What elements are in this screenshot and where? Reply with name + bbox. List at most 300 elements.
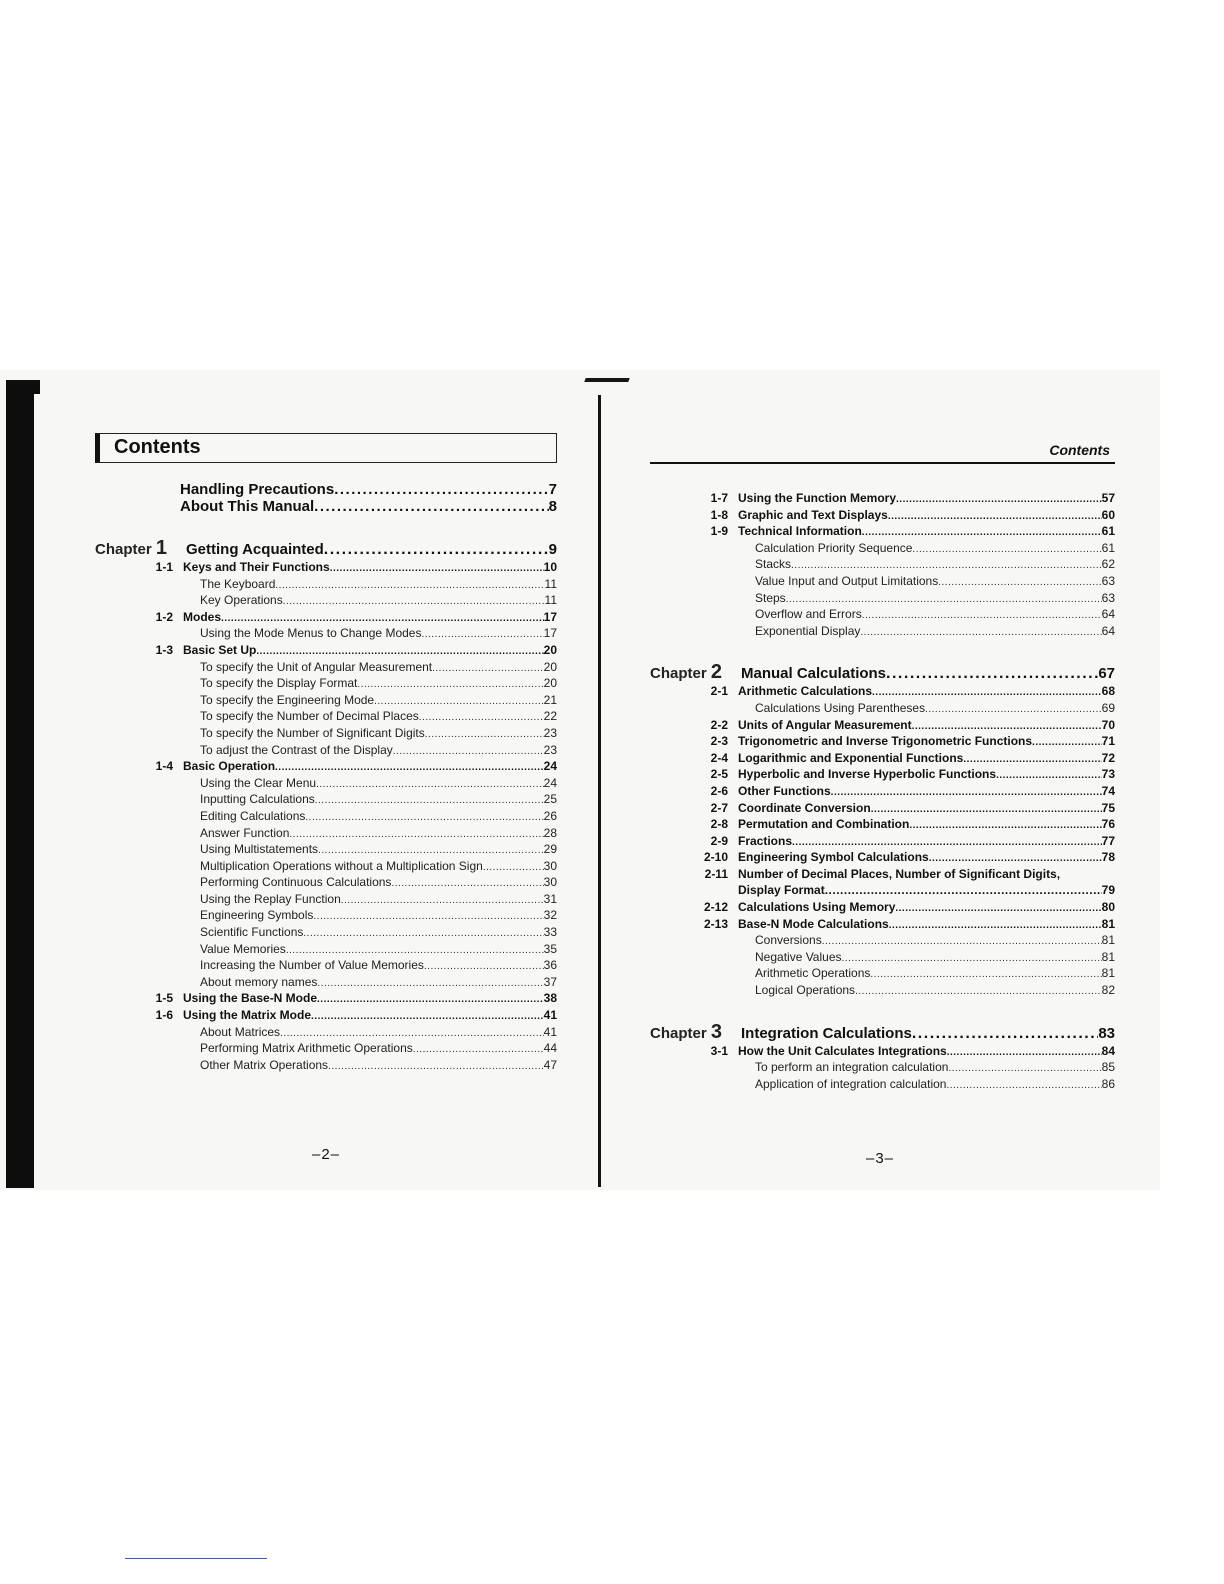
page-number-left: –2– xyxy=(312,1146,341,1163)
leader-dots xyxy=(896,490,1102,507)
toc-entry-title: Increasing the Number of Value Memories xyxy=(200,958,424,973)
section-number: 2-1 xyxy=(710,684,728,699)
toc-page-number: 77 xyxy=(1101,833,1115,848)
toc-page-number: 63 xyxy=(1101,573,1115,588)
leader-dots xyxy=(912,1023,1098,1043)
toc-page-number: 84 xyxy=(1101,1043,1115,1058)
toc-subsection-entry[interactable] xyxy=(95,692,557,709)
toc-section-entry[interactable] xyxy=(95,1007,557,1024)
leader-dots xyxy=(895,899,1101,916)
leader-dots xyxy=(391,874,543,891)
leader-dots xyxy=(313,907,543,924)
toc-entry-title: Using the Base-N Mode xyxy=(183,991,318,1006)
toc-list-right-ch3 xyxy=(650,1043,1115,1093)
toc-entry-title: Other Functions xyxy=(738,783,831,798)
toc-page-number: 81 xyxy=(1101,933,1115,948)
toc-subsection-entry[interactable] xyxy=(95,775,557,792)
toc-subsection-entry[interactable] xyxy=(95,742,557,759)
toc-page-number: 23 xyxy=(543,725,557,740)
section-number: 1-5 xyxy=(155,991,173,1006)
leader-dots xyxy=(286,941,544,958)
toc-page-number: 41 xyxy=(543,1008,557,1023)
toc-section-entry[interactable] xyxy=(95,559,557,576)
toc-subsection-entry[interactable] xyxy=(95,841,557,858)
leader-dots xyxy=(929,849,1102,866)
toc-entry-title: Using Multistatements xyxy=(200,842,319,857)
toc-entry-title: To specify the Number of Significant Digits xyxy=(200,725,425,740)
toc-entry-title: Arithmetic Calculations xyxy=(738,684,873,699)
section-number: 1-2 xyxy=(155,609,173,624)
toc-entry-title: Basic Operation xyxy=(183,759,276,774)
toc-subsection-entry[interactable] xyxy=(95,957,557,974)
toc-page-number: 31 xyxy=(543,891,557,906)
leader-dots xyxy=(289,825,543,842)
toc-page-number: 64 xyxy=(1101,623,1115,638)
toc-section-entry[interactable] xyxy=(95,642,557,659)
toc-page-number: 29 xyxy=(543,842,557,857)
leader-dots xyxy=(341,891,544,908)
toc-subsection-entry[interactable] xyxy=(95,725,557,742)
leader-dots xyxy=(831,783,1102,800)
toc-entry-title: Using the Replay Function xyxy=(200,891,341,906)
toc-subsection-entry[interactable] xyxy=(650,606,1115,623)
toc-page-number: 60 xyxy=(1101,507,1115,522)
toc-page-number: 37 xyxy=(543,974,557,989)
section-number: 2-3 xyxy=(710,734,728,749)
toc-subsection-entry[interactable] xyxy=(650,540,1115,557)
leader-dots xyxy=(421,625,543,642)
toc-entry-title: Steps xyxy=(755,590,786,605)
toc-entry-title: Calculations Using Memory xyxy=(738,900,896,915)
leader-dots xyxy=(303,924,543,941)
toc-page-number: 23 xyxy=(543,742,557,757)
leader-dots xyxy=(786,590,1102,607)
toc-page-number: 76 xyxy=(1101,817,1115,832)
toc-subsection-entry[interactable] xyxy=(95,659,557,676)
toc-list-right-ch1 xyxy=(650,490,1115,639)
toc-page-number: 44 xyxy=(543,1041,557,1056)
toc-entry-title: About This Manual xyxy=(180,498,315,515)
chapter-label: Chapter 3 xyxy=(650,1020,722,1043)
section-number: 2-10 xyxy=(703,850,728,865)
leader-dots xyxy=(419,708,544,725)
toc-entry-title: Multiplication Operations without a Multiplication Sign xyxy=(200,858,483,873)
section-number: 1-1 xyxy=(155,560,173,574)
toc-subsection-entry[interactable] xyxy=(650,700,1115,717)
section-number: 1-7 xyxy=(710,491,728,505)
leader-dots xyxy=(822,932,1102,949)
leader-dots xyxy=(305,808,543,825)
toc-list-left xyxy=(95,559,557,1073)
section-number: 2-6 xyxy=(710,783,728,798)
toc-page-number: 69 xyxy=(1101,700,1115,715)
toc-page-number: 81 xyxy=(1101,966,1115,981)
toc-entry-title: Key Operations xyxy=(200,593,283,608)
toc-entry-title: About Matrices xyxy=(200,1024,281,1039)
toc-entry-title: To specify the Display Format xyxy=(200,676,358,691)
toc-page-number: 41 xyxy=(543,1024,557,1039)
toc-entry-title: Using the Function Memory xyxy=(738,491,897,505)
toc-section-entry[interactable] xyxy=(650,507,1115,524)
toc-entry-title: Logical Operations xyxy=(755,983,856,998)
toc-page-number: 67 xyxy=(1098,665,1115,683)
toc-entry-title: Inputting Calculations xyxy=(200,792,315,807)
leader-dots xyxy=(314,498,548,515)
toc-entry-title: Logarithmic and Exponential Functions xyxy=(738,750,964,765)
leader-dots xyxy=(425,725,544,742)
toc-subsection-entry[interactable] xyxy=(650,1076,1115,1093)
toc-page-number: 47 xyxy=(543,1057,557,1072)
toc-page-number: 75 xyxy=(1101,800,1115,815)
running-header: Contents xyxy=(1049,442,1110,458)
toc-page-number: 8 xyxy=(548,498,557,515)
leader-dots xyxy=(424,957,544,974)
toc-entry-title: Exponential Display xyxy=(755,623,861,638)
leader-dots xyxy=(393,742,544,759)
section-number: 2-13 xyxy=(703,916,728,931)
toc-page-number: 61 xyxy=(1101,524,1115,539)
toc-page-number: 22 xyxy=(543,709,557,724)
toc-subsection-entry[interactable] xyxy=(95,874,557,891)
leader-dots xyxy=(791,556,1102,573)
toc-page-number: 80 xyxy=(1101,900,1115,915)
toc-section-entry[interactable] xyxy=(650,833,1115,850)
chapter-title: Manual Calculations xyxy=(741,665,887,683)
leader-dots xyxy=(825,882,1102,899)
toc-entry-title: To specify the Engineering Mode xyxy=(200,692,375,707)
toc-page-number: 28 xyxy=(543,825,557,840)
toc-section-entry[interactable] xyxy=(650,916,1115,933)
leader-dots xyxy=(996,766,1102,783)
toc-subsection-entry[interactable] xyxy=(650,982,1115,999)
toc-list-right-ch2 xyxy=(650,683,1115,998)
leader-dots xyxy=(280,1024,544,1041)
toc-subsection-entry[interactable] xyxy=(95,576,557,593)
leader-dots xyxy=(1032,733,1102,750)
toc-entry-title: Using the Clear Menu xyxy=(200,775,317,790)
toc-subsection-entry[interactable] xyxy=(95,1040,557,1057)
toc-page-number: 20 xyxy=(543,642,557,657)
section-number: 1-6 xyxy=(155,1008,173,1023)
toc-entry-title: Negative Values xyxy=(755,949,842,964)
toc-subsection-entry[interactable] xyxy=(95,825,557,842)
section-number: 2-4 xyxy=(710,750,728,765)
binding-edge-left xyxy=(6,380,34,1188)
leader-dots xyxy=(275,576,544,593)
toc-page-number: 72 xyxy=(1101,750,1115,765)
toc-page-number: 36 xyxy=(543,958,557,973)
leader-dots xyxy=(221,609,544,626)
toc-entry-title: About memory names xyxy=(200,974,318,989)
leader-dots xyxy=(925,700,1102,717)
section-number: 1-3 xyxy=(155,642,173,657)
leader-dots xyxy=(315,791,544,808)
toc-page-number: 11 xyxy=(544,593,557,608)
chapter-title: Integration Calculations xyxy=(741,1024,912,1042)
toc-entry-title: Arithmetic Operations xyxy=(755,966,871,981)
toc-page-number: 20 xyxy=(543,659,557,674)
chapter-label: Chapter 1 xyxy=(95,537,167,559)
toc-entry-title: Display Format xyxy=(738,883,825,898)
toc-entry-title: Using the Matrix Mode xyxy=(183,1008,312,1023)
leader-dots xyxy=(912,717,1102,734)
toc-entry-title: Calculations Using Parentheses xyxy=(755,700,926,715)
section-number: 2-5 xyxy=(710,767,728,782)
toc-page-number: 10 xyxy=(543,560,557,574)
toc-section-entry[interactable] xyxy=(650,849,1115,866)
toc-section-entry[interactable] xyxy=(650,816,1115,833)
toc-section-entry[interactable] xyxy=(650,733,1115,750)
toc-section-entry[interactable] xyxy=(95,990,557,1007)
toc-page-number: 74 xyxy=(1101,783,1115,798)
toc-page-number: 63 xyxy=(1101,590,1115,605)
toc-entry-title: Engineering Symbol Calculations xyxy=(738,850,929,865)
toc-page-number: 30 xyxy=(543,875,557,890)
toc-subsection-entry[interactable] xyxy=(95,592,557,609)
toc-chapter-3[interactable] xyxy=(650,1021,1115,1043)
toc-section-entry[interactable] xyxy=(650,1043,1115,1060)
toc-page-number: 73 xyxy=(1101,767,1115,782)
toc-section-entry[interactable] xyxy=(95,758,557,775)
left-page xyxy=(95,433,557,1073)
section-number: 3-1 xyxy=(710,1043,728,1058)
leader-dots xyxy=(909,816,1101,833)
leader-dots xyxy=(948,1059,1101,1076)
toc-entry-title: To specify the Unit of Angular Measurement xyxy=(200,659,433,674)
toc-page-number: 33 xyxy=(543,925,557,940)
leader-dots xyxy=(357,675,543,692)
section-number: 1-8 xyxy=(710,507,728,522)
toc-section-entry[interactable] xyxy=(650,717,1115,734)
toc-front-entry[interactable] xyxy=(95,498,557,515)
binding-notch xyxy=(34,380,40,394)
toc-subsection-entry[interactable] xyxy=(95,1057,557,1074)
toc-subsection-entry[interactable] xyxy=(95,891,557,908)
toc-entry-title: Number of Decimal Places, Number of Significant Digits, xyxy=(738,866,1061,881)
toc-page-number: 21 xyxy=(543,692,557,707)
toc-section-entry[interactable] xyxy=(650,490,1115,507)
toc-page-number: 81 xyxy=(1101,916,1115,931)
toc-entry-title: Performing Continuous Calculations xyxy=(200,875,392,890)
toc-entry-title: Stacks xyxy=(755,557,792,572)
toc-subsection-entry[interactable] xyxy=(95,858,557,875)
leader-dots xyxy=(888,507,1102,524)
toc-chapter-1[interactable] xyxy=(95,537,557,559)
right-page xyxy=(650,440,1115,1092)
toc-section-entry[interactable] xyxy=(650,783,1115,800)
toc-entry-title: To specify the Number of Decimal Places xyxy=(200,709,419,724)
section-number: 2-9 xyxy=(710,833,728,848)
section-number: 2-7 xyxy=(710,800,728,815)
toc-page-number: 24 xyxy=(543,759,557,774)
toc-front-entry[interactable] xyxy=(95,481,557,498)
toc-subsection-entry[interactable] xyxy=(650,965,1115,982)
section-number: 1-4 xyxy=(155,759,173,774)
toc-entry-title: Hyperbolic and Inverse Hyperbolic Functions xyxy=(738,767,997,782)
toc-page-number: 24 xyxy=(543,775,557,790)
toc-page-number: 83 xyxy=(1098,1024,1115,1042)
toc-subsection-entry[interactable] xyxy=(95,708,557,725)
chapter-title: Getting Acquainted xyxy=(186,541,324,558)
toc-entry-title: Trigonometric and Inverse Trigonometric Functions xyxy=(738,734,1033,749)
toc-entry-title: Graphic and Text Displays xyxy=(738,507,888,522)
contents-title: Contents xyxy=(114,436,201,458)
chapter-label: Chapter 2 xyxy=(650,661,722,684)
leader-dots xyxy=(886,663,1098,683)
leader-dots xyxy=(275,758,544,775)
toc-page-number: 82 xyxy=(1101,983,1115,998)
leader-dots xyxy=(947,1043,1102,1060)
leader-dots xyxy=(842,949,1102,966)
leader-dots xyxy=(317,974,543,991)
toc-entry-title: Conversions xyxy=(755,933,822,948)
toc-page-number: 86 xyxy=(1101,1076,1115,1091)
toc-subsection-entry[interactable] xyxy=(95,924,557,941)
toc-subsection-entry[interactable] xyxy=(650,573,1115,590)
toc-entry-title: Engineering Symbols xyxy=(200,908,314,923)
leader-dots xyxy=(871,800,1102,817)
page-number-right: –3– xyxy=(866,1150,895,1167)
toc-page-number: 17 xyxy=(543,609,557,624)
toc-entry-title: To perform an integration calculation xyxy=(755,1060,949,1075)
leader-dots xyxy=(330,559,544,576)
toc-entry-title: Permutation and Combination xyxy=(738,817,910,832)
leader-dots xyxy=(792,833,1102,850)
section-number: 1-9 xyxy=(710,524,728,539)
contents-title-box xyxy=(95,433,557,463)
toc-entry-title: Base-N Mode Calculations xyxy=(738,916,889,931)
toc-section-entry[interactable] xyxy=(650,683,1115,700)
toc-entry-title: Value Input and Output Limitations xyxy=(755,573,939,588)
toc-entry-title: Modes xyxy=(183,609,222,624)
toc-entry-title: Using the Mode Menus to Change Modes xyxy=(200,626,422,641)
toc-entry-title: Technical Information xyxy=(738,524,862,539)
toc-page-number: 17 xyxy=(543,626,557,641)
toc-subsection-entry[interactable] xyxy=(650,623,1115,640)
toc-entry-title: Keys and Their Functions xyxy=(183,560,330,574)
toc-subsection-entry[interactable] xyxy=(95,791,557,808)
spine-corner xyxy=(584,378,629,382)
section-number: 2-12 xyxy=(703,900,728,915)
toc-entry-title: Basic Set Up xyxy=(183,642,257,657)
toc-page-number: 26 xyxy=(543,808,557,823)
leader-dots xyxy=(324,539,549,559)
toc-page-number: 70 xyxy=(1101,717,1115,732)
toc-section-entry[interactable] xyxy=(650,899,1115,916)
toc-page-number: 57 xyxy=(1101,491,1115,505)
leader-dots xyxy=(862,606,1102,623)
toc-entry-title: How the Unit Calculates Integrations xyxy=(738,1043,947,1058)
toc-subsection-entry[interactable] xyxy=(95,675,557,692)
spine-gutter xyxy=(598,395,601,1187)
leader-dots xyxy=(283,592,545,609)
leader-dots xyxy=(860,623,1101,640)
toc-subsection-entry[interactable] xyxy=(95,941,557,958)
toc-subsection-entry[interactable] xyxy=(650,932,1115,949)
section-number: 2-8 xyxy=(710,817,728,832)
toc-subsection-entry[interactable] xyxy=(95,808,557,825)
toc-section-entry[interactable] xyxy=(650,800,1115,817)
toc-subsection-entry[interactable] xyxy=(650,1059,1115,1076)
toc-entry-title: Value Memories xyxy=(200,941,286,956)
toc-section-continuation[interactable] xyxy=(650,882,1115,899)
toc-page-number: 68 xyxy=(1101,684,1115,699)
leader-dots xyxy=(413,1040,544,1057)
toc-page-number: 62 xyxy=(1101,557,1115,572)
leader-dots xyxy=(318,841,544,858)
toc-subsection-entry[interactable] xyxy=(95,625,557,642)
leader-dots xyxy=(862,523,1102,540)
leader-dots xyxy=(912,540,1101,557)
leader-dots xyxy=(938,573,1101,590)
toc-entry-title: Fractions xyxy=(738,833,793,848)
toc-page-number: 85 xyxy=(1101,1060,1115,1075)
toc-entry-title: Scientific Functions xyxy=(200,925,304,940)
toc-entry-title: Performing Matrix Arithmetic Operations xyxy=(200,1041,413,1056)
leader-dots xyxy=(328,1057,544,1074)
toc-entry-title: Application of integration calculation xyxy=(755,1076,947,1091)
leader-dots xyxy=(334,481,548,498)
leader-dots xyxy=(316,775,544,792)
toc-section-entry[interactable] xyxy=(95,609,557,626)
section-number: 2-11 xyxy=(704,866,728,881)
toc-subsection-entry[interactable] xyxy=(95,1024,557,1041)
leader-dots xyxy=(870,965,1101,982)
leader-dots xyxy=(946,1076,1101,1093)
leader-dots xyxy=(889,916,1102,933)
toc-section-entry[interactable] xyxy=(650,523,1115,540)
toc-page-number: 20 xyxy=(543,676,557,691)
leader-dots xyxy=(872,683,1102,700)
leader-dots xyxy=(963,750,1101,767)
toc-chapter-2[interactable] xyxy=(650,661,1115,683)
toc-entry-title: The Keyboard xyxy=(200,576,276,591)
leader-dots xyxy=(317,990,544,1007)
leader-dots xyxy=(855,982,1102,999)
toc-entry-title: Other Matrix Operations xyxy=(200,1057,329,1072)
toc-subsection-entry[interactable] xyxy=(650,949,1115,966)
toc-section-entry[interactable] xyxy=(650,750,1115,767)
toc-page-number: 61 xyxy=(1101,540,1115,555)
toc-section-entry[interactable] xyxy=(650,866,1115,883)
toc-page-number: 38 xyxy=(543,991,557,1006)
footer-underline xyxy=(125,1558,267,1559)
toc-page-number: 71 xyxy=(1101,734,1115,749)
toc-entry-title: Coordinate Conversion xyxy=(738,800,871,815)
toc-page-number: 32 xyxy=(543,908,557,923)
leader-dots xyxy=(432,659,544,676)
toc-entry-title: Overflow and Errors xyxy=(755,607,862,622)
toc-entry-title: Handling Precautions xyxy=(180,481,335,498)
toc-entry-title: To adjust the Contrast of the Display xyxy=(200,742,393,757)
toc-subsection-entry[interactable] xyxy=(95,974,557,991)
toc-entry-title: Answer Function xyxy=(200,825,290,840)
toc-page-number: 25 xyxy=(543,792,557,807)
leader-dots xyxy=(311,1007,544,1024)
toc-section-entry[interactable] xyxy=(650,766,1115,783)
toc-subsection-entry[interactable] xyxy=(650,590,1115,607)
toc-entry-title: Calculation Priority Sequence xyxy=(755,540,913,555)
toc-page-number: 64 xyxy=(1101,607,1115,622)
toc-subsection-entry[interactable] xyxy=(95,907,557,924)
leader-dots xyxy=(483,858,544,875)
toc-page-number: 35 xyxy=(543,941,557,956)
toc-page-number: 9 xyxy=(548,541,557,558)
toc-page-number: 30 xyxy=(543,858,557,873)
section-number: 2-2 xyxy=(710,717,728,732)
leader-dots xyxy=(256,642,543,659)
toc-subsection-entry[interactable] xyxy=(650,556,1115,573)
